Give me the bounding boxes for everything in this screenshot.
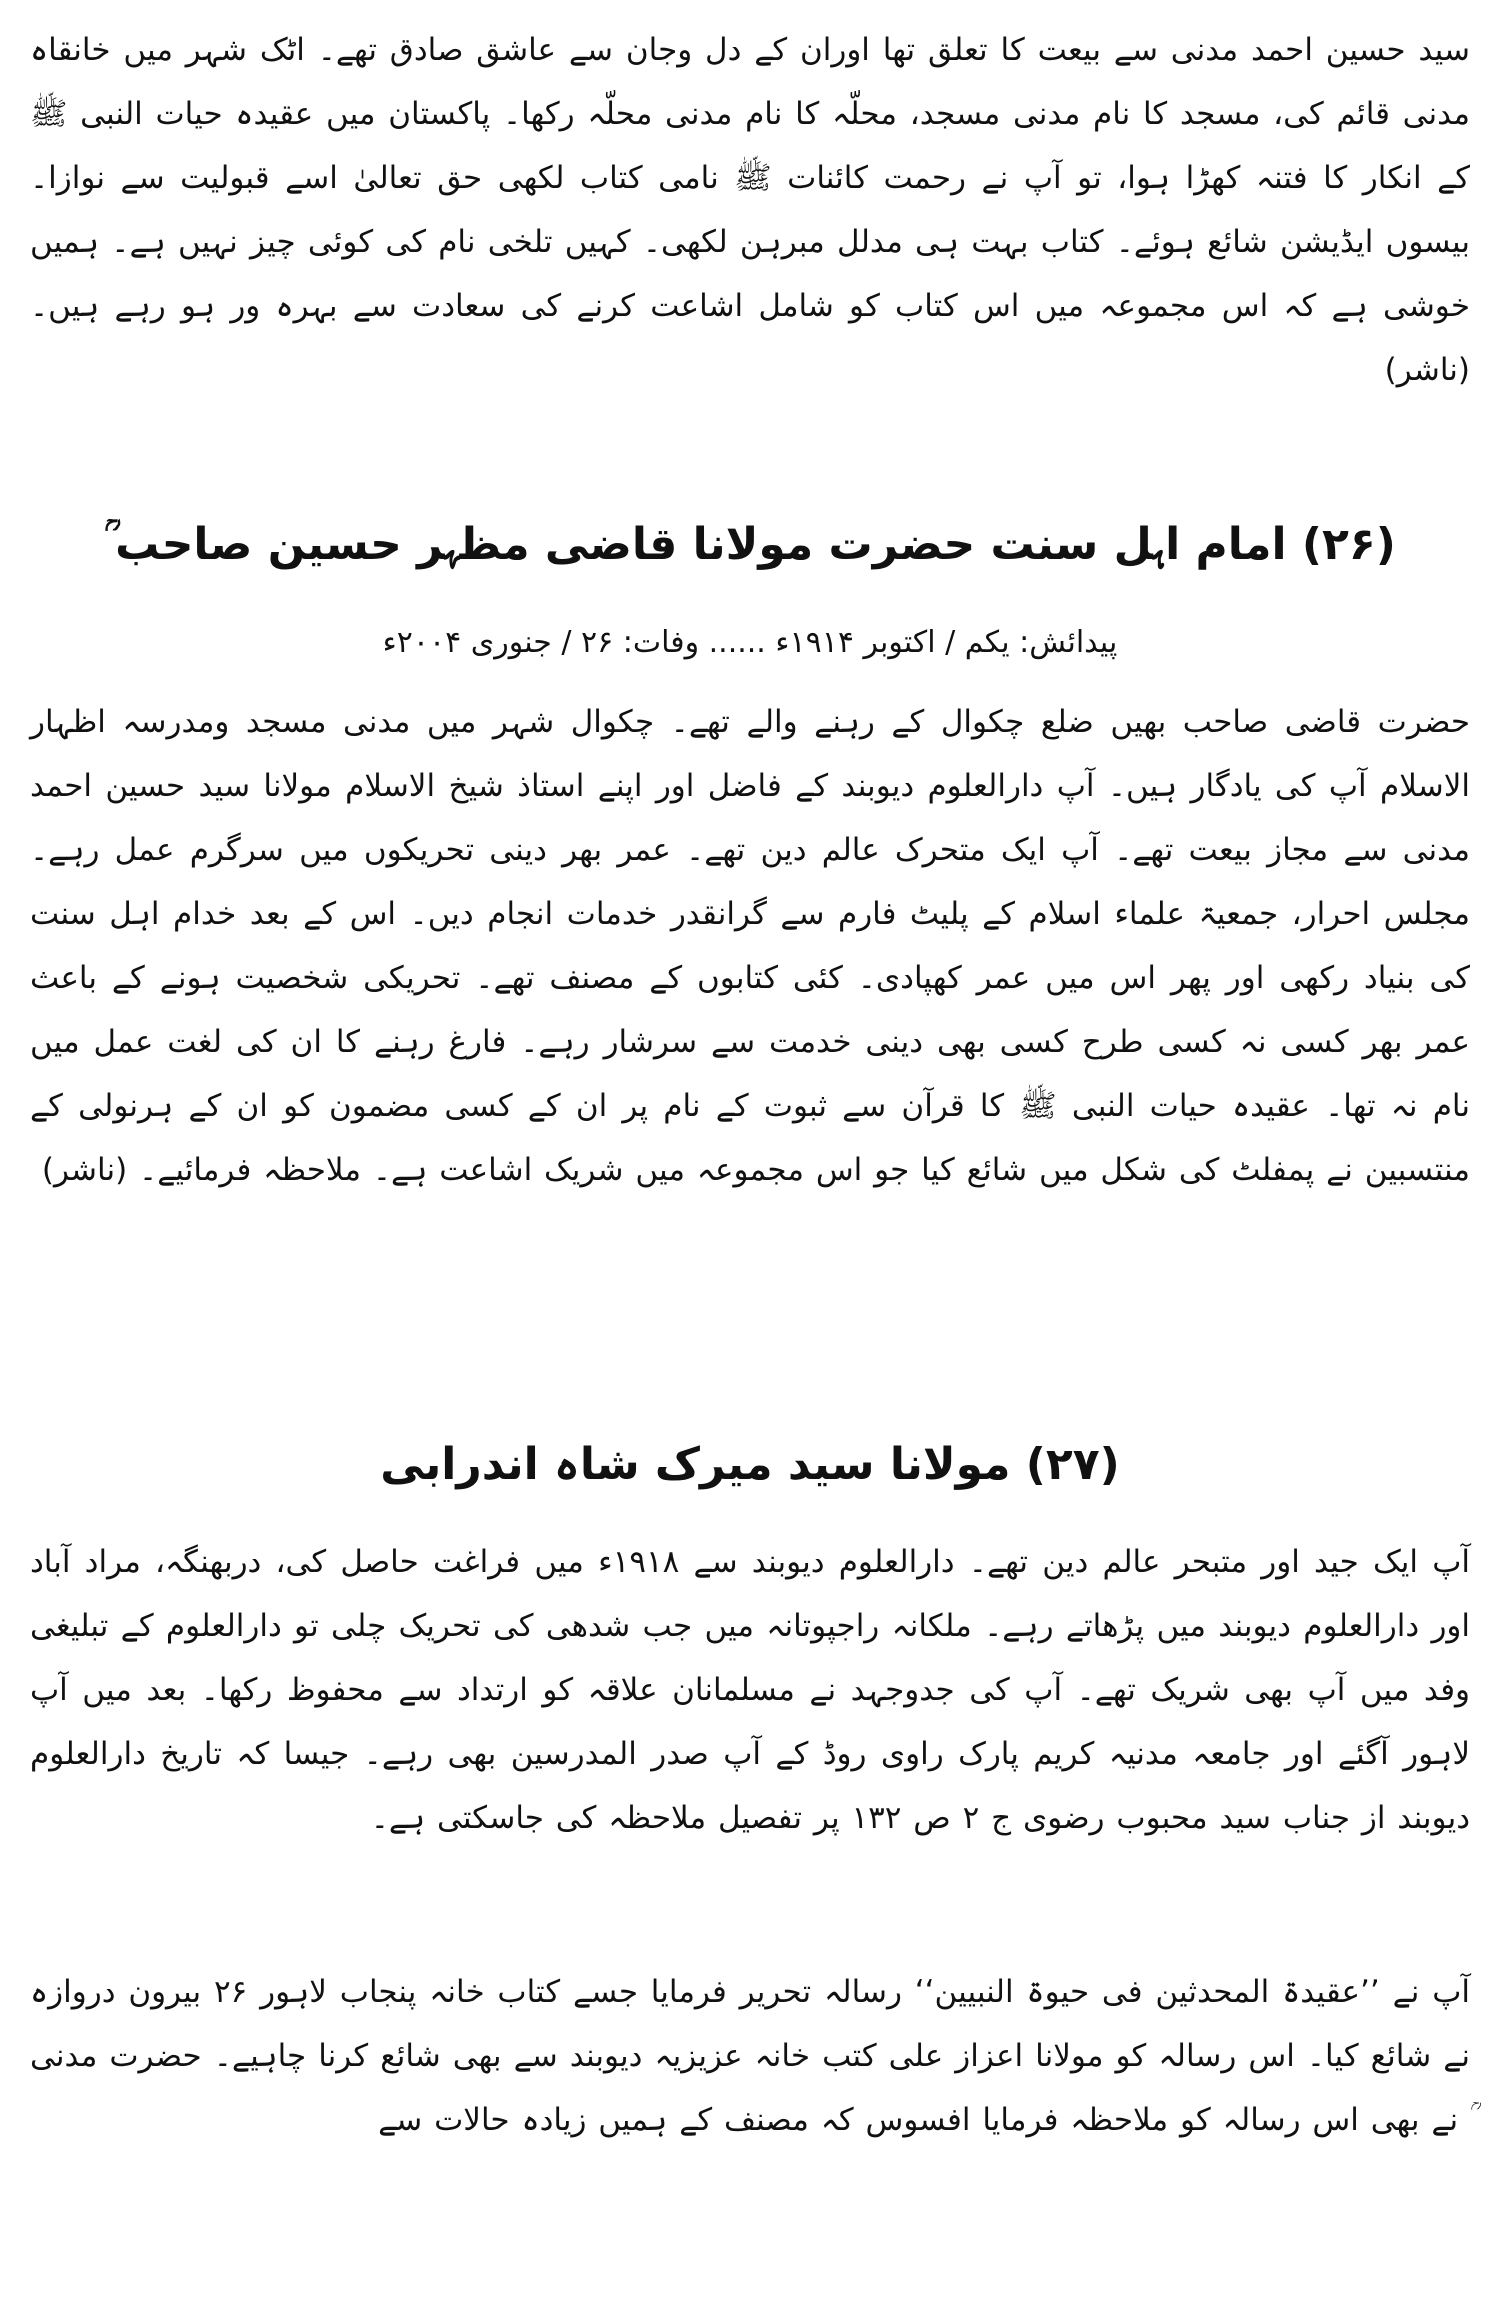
paragraph-intro-continued: سید حسین احمد مدنی سے بیعت کا تعلق تھا اوران کے دل وجان سے عاشق صادق تھے۔ اٹک شہر میں خانقاہ مدنی قائم کی، مسجد کا نام مدنی مسجد، محلّہ کا نام مدنی محلّہ رکھا۔ پاکستان میں عقیدہ حیات النبی ﷺ کے انکار کا فتنہ کھڑا ہوا، تو آپ نے رحمت کائنات ﷺ نامی کتاب لکھی حق تعالیٰ اسے قبولیت سے نوازا۔ بیسوں ایڈیشن شائع ہوئے۔ کتاب بہت ہی مدلل مبرہن لکھی۔ کہیں تلخی نام کی کوئی چیز نہیں ہے۔ ہمیں خوشی ہے کہ اس مجموعہ میں اس کتاب کو شامل اشاعت کرنے کی سعادت سے بہرہ ور ہو رہے ہیں۔ (ناشر) [30, 32, 1470, 388]
birth-death-dates: پیدائش: یکم / اکتوبر ۱۹۱۴ء ...... وفات: ۲۶ / جنوری ۲۰۰۴ء [382, 625, 1118, 660]
document-page [30, 0, 1470, 2300]
section-heading-27: (۲۷) مولانا سید میرک شاہ اندرابی [380, 1439, 1120, 1490]
section-heading-26: (۲۶) امام اہل سنت حضرت مولانا قاضی مظہر حسین صاحب ؒ [104, 519, 1396, 570]
paragraph-aqeedah-risala: آپ نے ’’عقیدۃ المحدثین فی حیوۃ النبیین‘‘ رسالہ تحریر فرمایا جسے کتاب خانہ پنجاب لاہور ۲۶ بیرون دروازہ نے شائع کیا۔ اس رسالہ کو مولانا اعزاز علی کتب خانہ عزیزیہ دیوبند سے بھی شائع کرنا چاہیے۔ حضرت مدنی ؒ نے بھی اس رسالہ کو ملاحظہ فرمایا افسوس کہ مصنف کے ہمیں زیادہ حالات سے [30, 1974, 1470, 2138]
paragraph-qazi-mazhar-hussain: حضرت قاضی صاحب بھیں ضلع چکوال کے رہنے والے تھے۔ چکوال شہر میں مدنی مسجد ومدرسہ اظہار الاسلام آپ کی یادگار ہیں۔ آپ دارالعلوم دیوبند کے فاضل اور اپنے استاذ شیخ الاسلام مولانا سید حسین احمد مدنی سے مجاز بیعت تھے۔ آپ ایک متحرک عالم دین تھے۔ عمر بھر دینی تحریکوں میں سرگرم عمل رہے۔ مجلس احرار، جمعیۃ علماء اسلام کے پلیٹ فارم سے گرانقدر خدمات انجام دیں۔ اس کے بعد خدام اہل سنت کی بنیاد رکھی اور پھر اس میں عمر کھپادی۔ کئی کتابوں کے مصنف تھے۔ تحریکی شخصیت ہونے کے باعث عمر بھر کسی نہ کسی طرح کسی بھی دینی خدمت سے سرشار رہے۔ فارغ رہنے کا ان کی لغت عمل میں نام نہ تھا۔ عقیدہ حیات النبی ﷺ کا قرآن سے ثبوت کے نام پر ان کے کسی مضمون کو ان کے ہرنولی کے منتسبین نے پمفلٹ کی شکل میں شائع کیا جو اس مجموعہ میں شریک اشاعت ہے۔ ملاحظہ فرمائیے۔ (ناشر) [30, 704, 1470, 1188]
paragraph-mirak-shah-bio: آپ ایک جید اور متبحر عالم دین تھے۔ دارالعلوم دیوبند سے ۱۹۱۸ء میں فراغت حاصل کی، دربھنگہ، مراد آباد اور دارالعلوم دیوبند میں پڑھاتے رہے۔ ملکانہ راجپوتانہ میں جب شدھی کی تحریک چلی تو دارالعلوم کے تبلیغی وفد میں آپ بھی شریک تھے۔ آپ کی جدوجہد نے مسلمانان علاقہ کو ارتداد سے محفوظ رکھا۔ بعد میں آپ لاہور آگئے اور جامعہ مدنیہ کریم پارک راوی روڈ کے آپ صدر المدرسین بھی رہے۔ جیسا کہ تاریخ دارالعلوم دیوبند از جناب سید محبوب رضوی ج ۲ ص ۱۳۲ پر تفصیل ملاحظہ کی جاسکتی ہے۔ [30, 1544, 1470, 1836]
